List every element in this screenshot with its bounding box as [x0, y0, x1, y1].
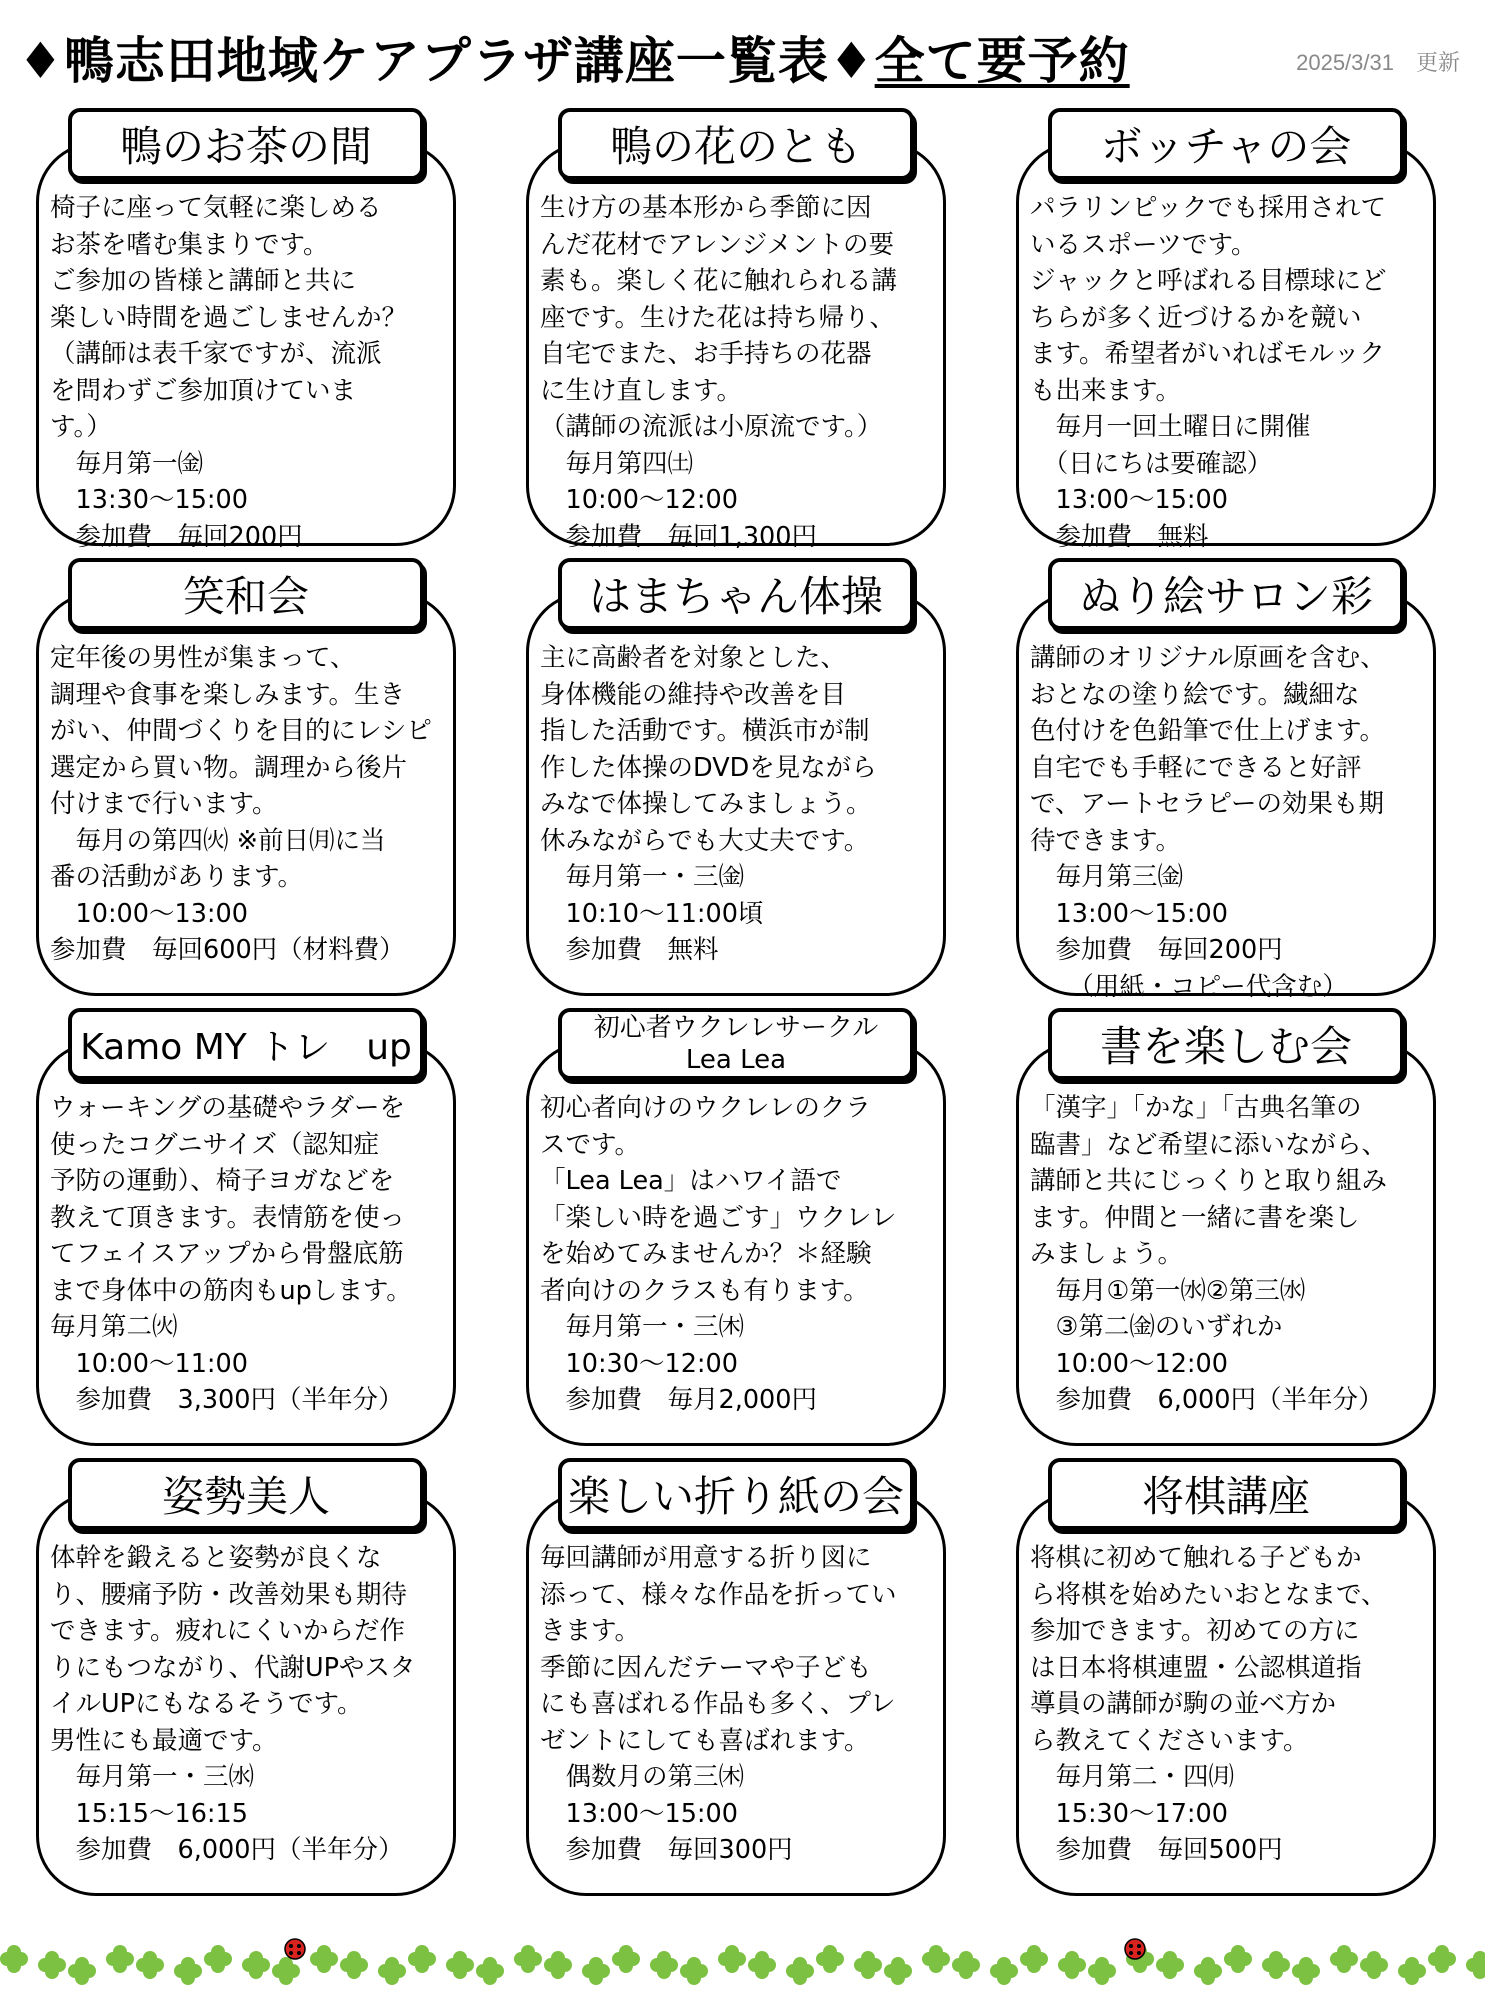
card-title-line2: Lea Lea: [685, 1045, 787, 1075]
update-date: [1296, 46, 1460, 77]
clover-icon: [854, 1951, 882, 1979]
clover-icon: [786, 1957, 814, 1985]
clover-icon: [1292, 1957, 1320, 1985]
clover-icon: [1020, 1945, 1048, 1973]
clover-icon: [310, 1945, 338, 1973]
clover-icon: [582, 1957, 610, 1985]
clover-icon: [650, 1951, 678, 1979]
card-title: 姿勢美人: [68, 1458, 424, 1530]
course-card-origami: [526, 1458, 946, 1908]
clover-icon: [476, 1957, 504, 1985]
course-card-posture: [36, 1458, 456, 1908]
card-description: 初心者向けのウクレレのクラ スです。 「Lea Lea」はハワイ語で 「楽しい時を過ごす」ウクレレ を始めてみませんか？＊経験 者向けのクラスも有ります。 毎月第一・三㈭ 10:30～12:00 参加費 毎月2,000円: [540, 1093, 897, 1415]
reservation-required-label: 全て要予約: [874, 32, 1130, 90]
course-card-boccia: [1016, 108, 1436, 558]
clover-icon: [748, 1951, 776, 1979]
clover-icon: [1088, 1957, 1116, 1985]
clover-icon: [272, 1957, 300, 1985]
card-description: 椅子に座って気軽に楽しめる お茶を嗜む集まりです。 ご参加の皆様と講師と共に 楽しい時間を過ごしませんか？ （講師は表千家ですが、流派 を問わずご参加頂けていま す。） 毎月第一㈮ 13:30～15:00 参加費 毎回200円: [50, 193, 408, 552]
course-card-coloring-salon: [1016, 558, 1436, 1008]
clover-icon: [1224, 1945, 1252, 1973]
card-title: [558, 1008, 914, 1080]
clover-icon: [1262, 1951, 1290, 1979]
clover-icon: [446, 1951, 474, 1979]
clover-icon: [612, 1945, 640, 1973]
clover-icon: [408, 1945, 436, 1973]
clover-icon: [1360, 1951, 1388, 1979]
card-description: パラリンピックでも採用されて いるスポーツです。 ジャックと呼ばれる目標球にど ちらが多く近づけるかを競い ます。希望者がいればモルック も出来ます。 毎月一回土曜日に開催 （日にちは要確認） 13:00～15:00 参加費 無料: [1030, 193, 1387, 552]
clover-icon: [38, 1951, 66, 1979]
card-description: 定年後の男性が集まって、 調理や食事を楽しみます。生き がい、仲間づくりを目的にレシピ 選定から買い物。調理から後片 付けまで行います。 毎月の第四㈫ ※前日㈪に当 番の活動があります。 10:00～13:00 参加費 毎回600円（材料費）: [50, 643, 432, 965]
date-text: 2025/3/31: [1296, 50, 1394, 75]
clover-icon: [204, 1945, 232, 1973]
updated-label: 更新: [1415, 50, 1460, 75]
clover-icon: [242, 1951, 270, 1979]
card-title: 笑和会: [68, 558, 424, 630]
clover-icon: [884, 1957, 912, 1985]
card-title: ボッチャの会: [1048, 108, 1404, 180]
card-title: Kamo MY トレ up: [68, 1008, 424, 1080]
card-description: 主に高齢者を対象とした、 身体機能の維持や改善を目 指した活動です。横浜市が制 作した体操のDVDを見ながら みなで体操してみましょう。 休みながらでも大丈夫です。 毎月第一・三㈮ 10:10～11:00頃 参加費 無料: [540, 643, 877, 965]
clover-icon: [718, 1945, 746, 1973]
clover-icon: [1466, 1951, 1485, 1979]
clover-icon: [922, 1945, 950, 1973]
title-main: ♦鴨志田地域ケアプラザ講座一覧表♦: [18, 32, 875, 90]
course-grid: [36, 108, 1456, 1908]
clover-icon: [680, 1957, 708, 1985]
clover-icon: [1156, 1951, 1184, 1979]
card-description: 生け方の基本形から季節に因 んだ花材でアレンジメントの要 素も。楽しく花に触れられる講 座です。生けた花は持ち帰り、 自宅でまた、お手持ちの花器 に生け直します。 （講師の流派は小原流です。） 毎月第四㈯ 10:00～12:00 参加費 毎回1,300円: [540, 193, 898, 552]
course-card-flower: [526, 108, 946, 558]
page-header: [18, 28, 1468, 98]
clover-border: [0, 1935, 1485, 1990]
clover-icon: [816, 1945, 844, 1973]
card-title: 書を楽しむ会: [1048, 1008, 1404, 1080]
clover-icon: [1428, 1945, 1456, 1973]
course-card-showakai: [36, 558, 456, 1008]
course-card-tea: [36, 108, 456, 558]
card-description: ウォーキングの基礎やラダーを 使ったコグニサイズ（認知症 予防の運動）、椅子ヨガなどを 教えて頂きます。表情筋を使っ てフェイスアップから骨盤底筋 まで身体中の筋肉もupします。 毎月第二㈫ 10:00～11:00 参加費 3,300円（半年分）: [50, 1093, 412, 1415]
clover-icon: [952, 1951, 980, 1979]
course-card-ukulele: [526, 1008, 946, 1458]
card-description: 講師のオリジナル原画を含む、 おとなの塗り絵です。繊細な 色付けを色鉛筆で仕上げます。 自宅でも手軽にできると好評 で、アートセラピーの効果も期 待できます。 毎月第三㈮ 13:00～15:00 参加費 毎回200円 （用紙・コピー代含む）: [1030, 643, 1386, 1002]
clover-icon: [1330, 1945, 1358, 1973]
clover-icon: [378, 1957, 406, 1985]
course-card-shogi: [1016, 1458, 1436, 1908]
clover-icon: [174, 1957, 202, 1985]
clover-icon: [990, 1957, 1018, 1985]
clover-icon: [514, 1945, 542, 1973]
card-description: 「漢字」「かな」「古典名筆の 臨書」など希望に添いながら、 講師と共にじっくりと取り組み ます。仲間と一緒に書を楽し みましょう。 毎月①第一㈬②第三㈬ ③第二㈮のいずれか 10:00～12:00 参加費 6,000円（半年分）: [1030, 1093, 1388, 1415]
card-title: はまちゃん体操: [558, 558, 914, 630]
card-description: 体幹を鍛えると姿勢が良くな り、腰痛予防・改善効果も期待 できます。疲れにくいからだ作 りにもつながり、代謝UPやスタ イルUPにもなるそうです。 男性にも最適です。 毎月第一・三㈬ 15:15～16:15 参加費 6,000円（半年分）: [50, 1543, 416, 1865]
card-title: 将棋講座: [1048, 1458, 1404, 1530]
clover-icon: [136, 1951, 164, 1979]
card-title: ぬり絵サロン彩: [1048, 558, 1404, 630]
clover-icon: [1194, 1957, 1222, 1985]
clover-icon: [1398, 1957, 1426, 1985]
ladybug-icon: [285, 1939, 305, 1959]
clover-icon: [1058, 1951, 1086, 1979]
course-card-hamachan-exercise: [526, 558, 946, 1008]
clover-icon: [68, 1957, 96, 1985]
page-title: [18, 28, 1130, 94]
ladybug-icon: [1125, 1939, 1145, 1959]
card-title: 鴨の花のとも: [558, 108, 914, 180]
clover-icon: [0, 1945, 28, 1973]
course-card-calligraphy: [1016, 1008, 1436, 1458]
clover-icon: [340, 1951, 368, 1979]
card-description: 将棋に初めて触れる子どもか ら将棋を始めたいおとなまで、 参加できます。初めての方に は日本将棋連盟・公認棋道指 導員の講師が駒の並べ方か ら教えてくださいます。 毎月第二・四㈪ 15:30～17:00 参加費 毎回500円: [1030, 1543, 1387, 1865]
clover-icon: [106, 1945, 134, 1973]
clover-icon: [544, 1951, 572, 1979]
card-description: 毎回講師が用意する折り図に 添って、様々な作品を折ってい きます。 季節に因んだテーマや子ども にも喜ばれる作品も多く、プレ ゼントにしても喜ばれます。 偶数月の第三㈭ 13:00～15:00 参加費 毎回300円: [540, 1543, 897, 1865]
card-title-line1: 初心者ウクレレサークル: [593, 1013, 879, 1043]
card-title: 鴨のお茶の間: [68, 108, 424, 180]
card-title: 楽しい折り紙の会: [558, 1458, 914, 1530]
course-card-kamo-my-tore: [36, 1008, 456, 1458]
